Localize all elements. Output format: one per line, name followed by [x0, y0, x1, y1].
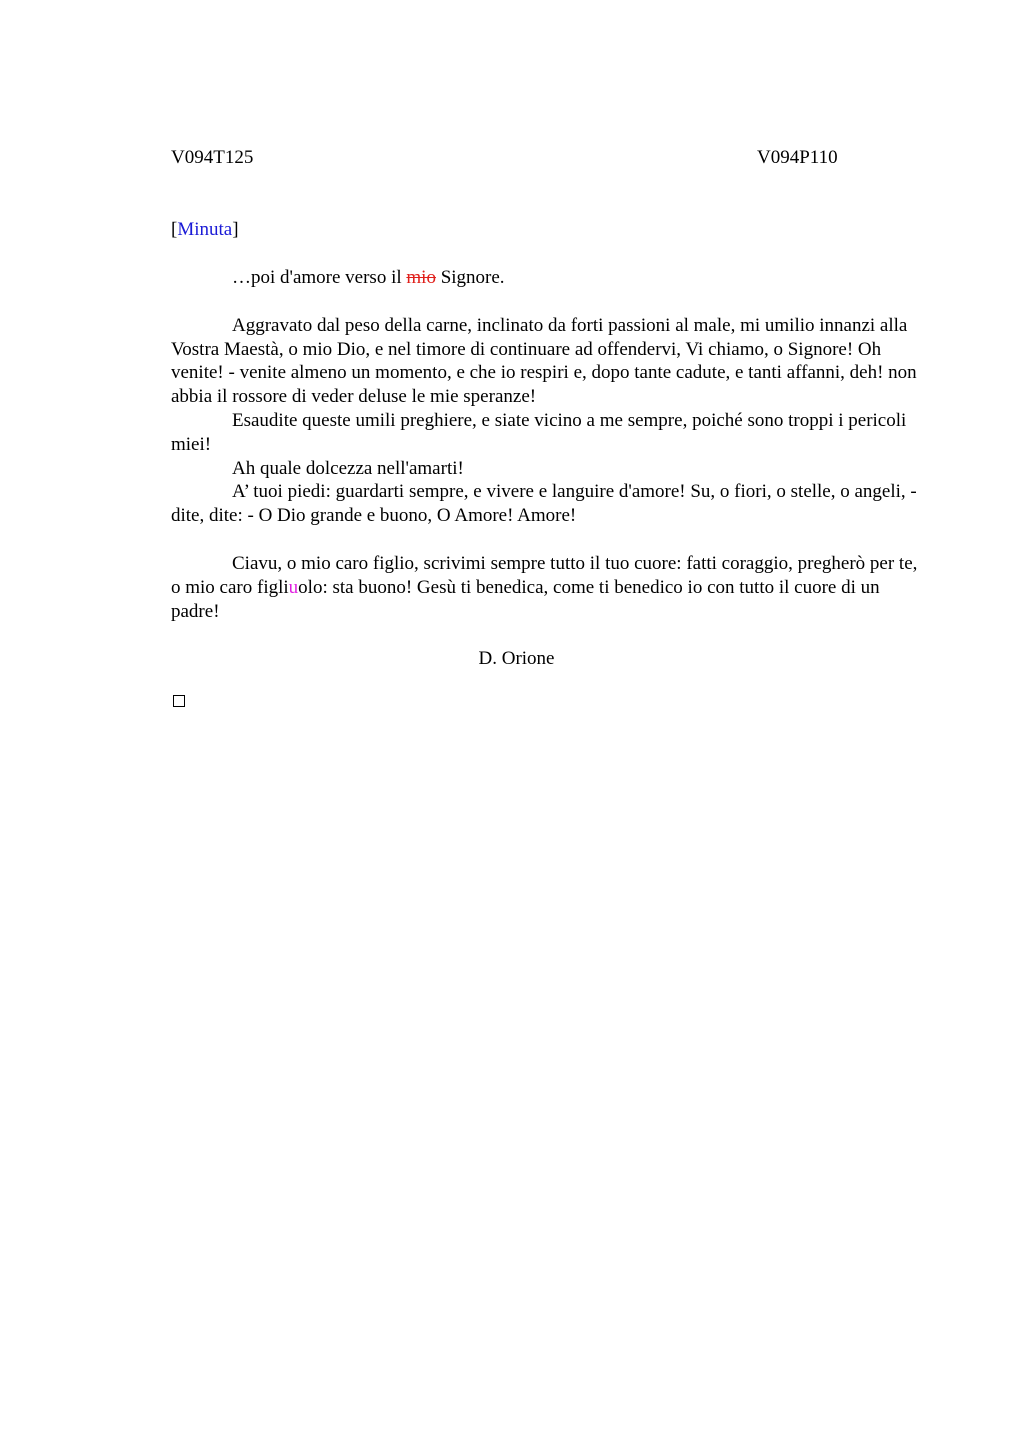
document-label	[171, 218, 931, 242]
document-page	[171, 146, 931, 707]
prayer-paragraph-4: A’ tuoi piedi: guardarti sempre, e vivere e languire d'amore! Su, o fiori, o stelle, o angeli, - dite, dite: - O Dio grande e buono, O Amore! Amore!	[171, 481, 917, 527]
prayer-paragraph-1: Aggravato dal peso della carne, inclinato da forti passioni al male, mi umilio innanzi alla Vostra Maestà, o mio Dio, e nel timore di continuare ad offendervi, Vi chiamo, o Signore! Oh venite! - venite almeno un momento, e che io respiri e, dopo tante cadute, e tanti affanni, deh! non abbia il rossore di veder deluse le mie speranze!	[171, 314, 917, 408]
opening-after: Signore.	[435, 267, 505, 288]
prayer-paragraph-3: Ah quale dolcezza nell'amarti!	[232, 457, 464, 479]
signature: D. Orione	[478, 648, 555, 670]
opening-before: …poi d'amore verso il	[232, 267, 407, 288]
document-code-right: V094P110	[757, 147, 838, 168]
closing-after: olo: sta buono! Gesù ti benedica, come ti benedico io con tutto il cuore di un padre!	[171, 576, 880, 622]
label-word-minuta: Minuta	[177, 219, 233, 240]
opening-line	[171, 266, 931, 290]
label-close-bracket: ]	[232, 219, 239, 240]
inserted-letter: u	[288, 576, 299, 598]
closing-paragraph	[171, 552, 931, 623]
label-open-bracket: [	[171, 219, 178, 240]
document-header	[171, 146, 931, 170]
closing-before: Ciavu, o mio caro figlio, scrivimi sempre tutto il tuo cuore: fatti coraggio, pregherò per te, o mio caro figli	[171, 552, 918, 598]
prayer-paragraph-2: Esaudite queste umili preghiere, e siate vicino a me sempre, poiché sono troppi i pericoli miei!	[171, 409, 907, 455]
square-outline-icon	[173, 695, 185, 707]
document-code-left: V094T125	[171, 147, 254, 168]
struck-word: mio	[406, 267, 436, 288]
